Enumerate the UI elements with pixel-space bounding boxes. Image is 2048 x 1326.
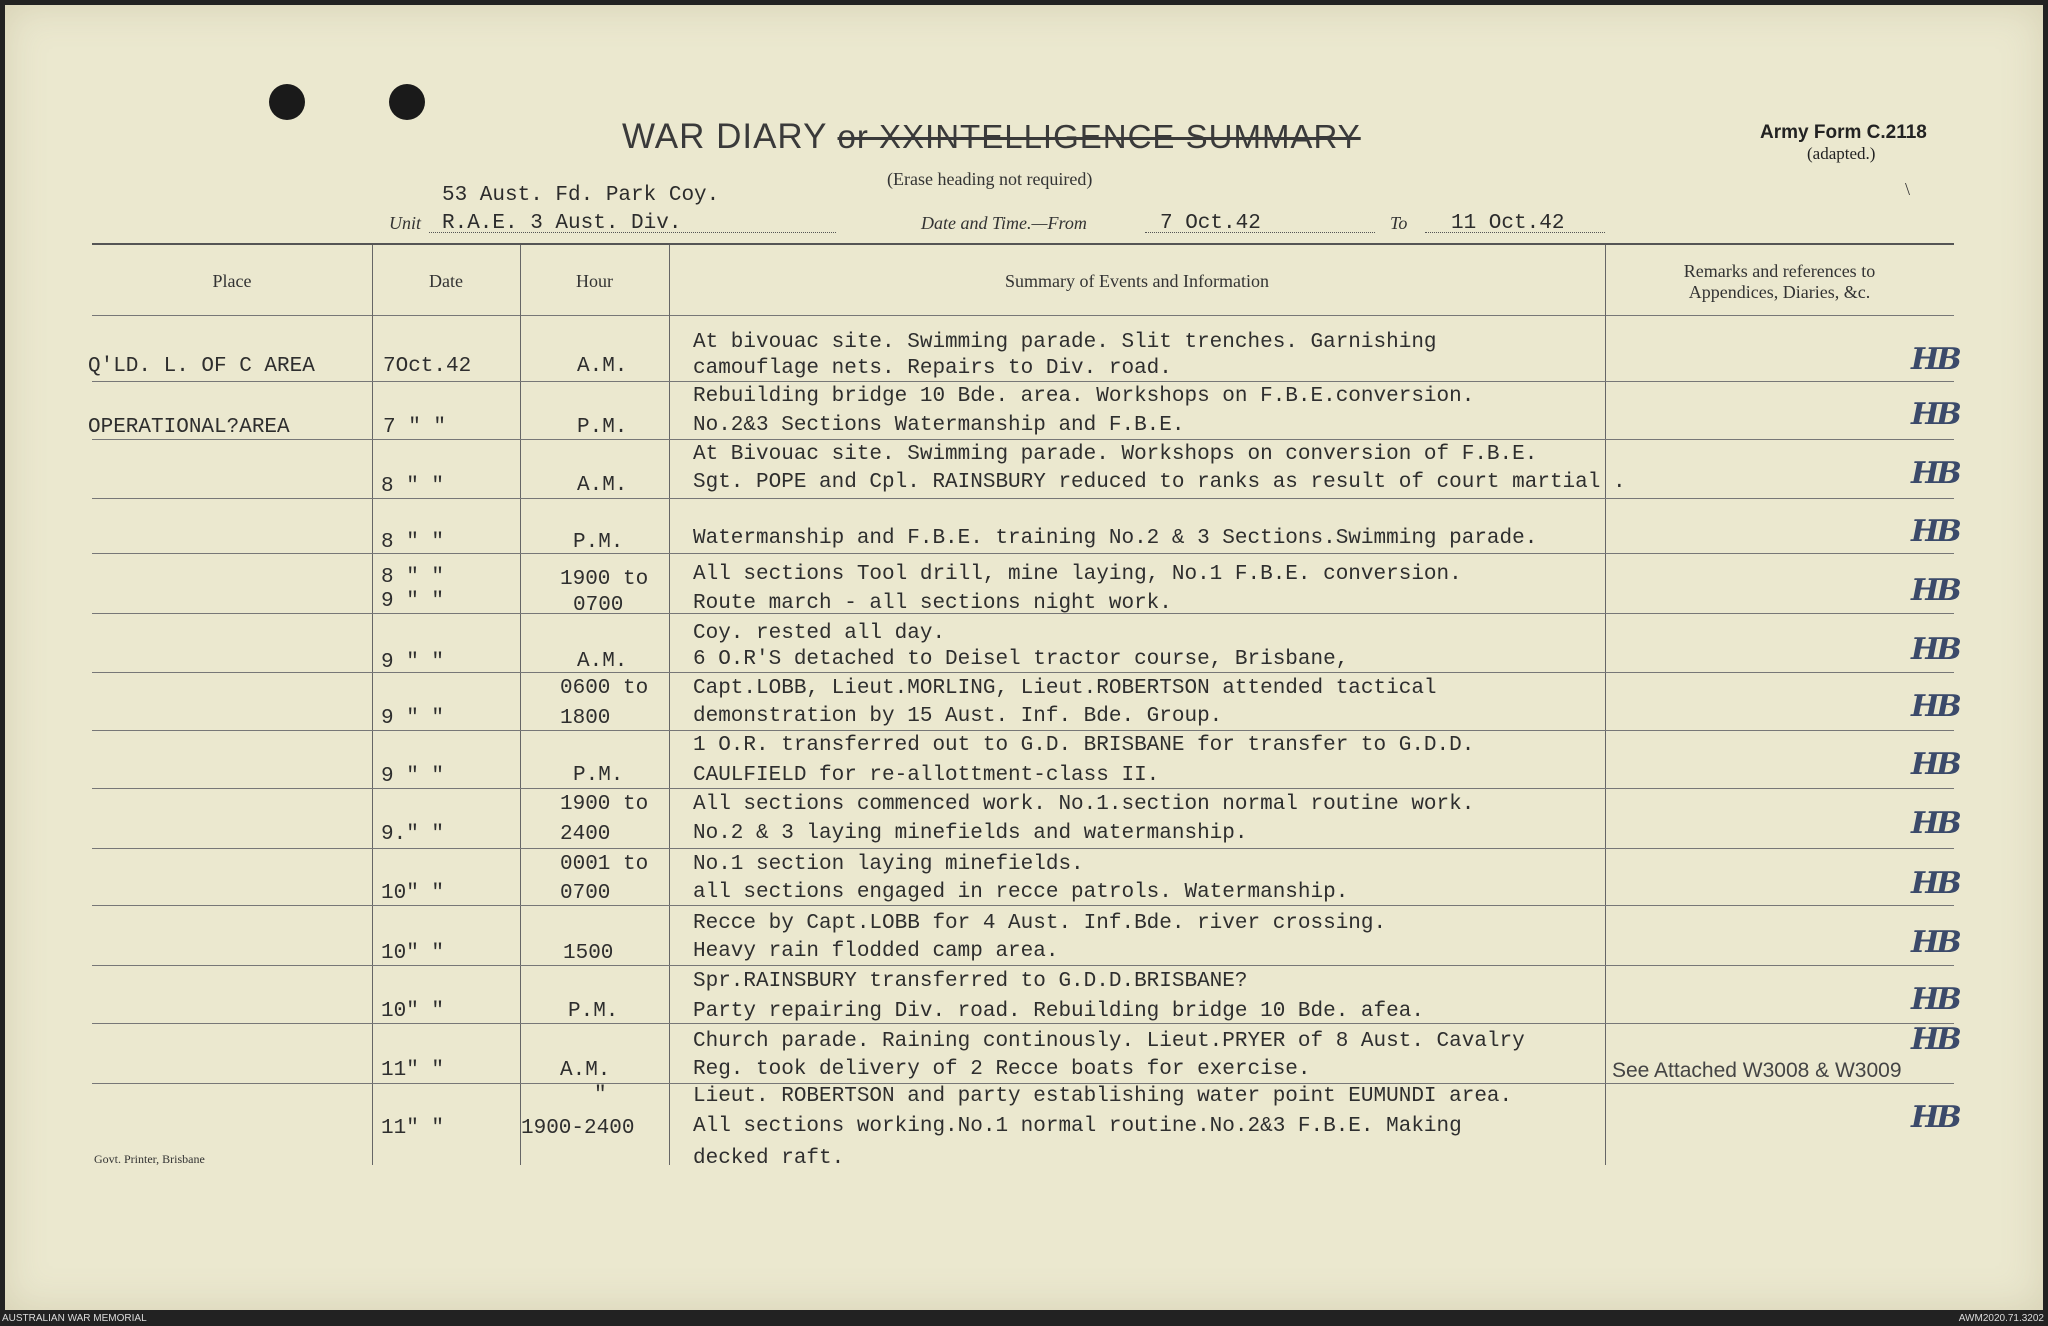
- unit-formation: R.A.E. 3 Aust. Div.: [442, 212, 682, 235]
- row-rule: [92, 788, 1954, 789]
- pencil-mark: \: [1905, 179, 1911, 199]
- archive-caption: AUSTRALIAN WAR MEMORIAL: [2, 1313, 147, 1324]
- row-date: 10" ": [381, 942, 445, 965]
- row-hour-end: 0700: [573, 594, 624, 617]
- row-summary-line1: Rebuilding bridge 10 Bde. area. Workshops on F.B.E.conversion.: [693, 385, 1475, 408]
- row-rule: [92, 553, 1954, 554]
- row-hour: P.M.: [577, 416, 628, 439]
- row-date: 8 " ": [381, 531, 445, 554]
- row-remarks: See Attached W3008 & W3009: [1612, 1059, 1902, 1082]
- row-date: 7 " ": [383, 416, 447, 439]
- row-summary-line2: No.2 & 3 laying minefields and watermanship.: [693, 822, 1248, 845]
- date-from-label: Date and Time.—From: [921, 213, 1087, 233]
- punch-hole: [389, 84, 425, 120]
- row-initials: HB: [1911, 982, 1959, 1017]
- row-date: 7Oct.42: [383, 355, 472, 378]
- unit-name: 53 Aust. Fd. Park Coy.: [442, 184, 720, 207]
- row-hour-start: 0001 to: [560, 853, 649, 876]
- row-date: 10" ": [381, 1000, 445, 1023]
- row-place: OPERATIONAL?AREA: [88, 416, 290, 439]
- row-summary-line2: CAULFIELD for re-allottment-class II.: [693, 764, 1160, 787]
- row-rule: [92, 965, 1954, 966]
- row-hour: P.M.: [573, 531, 624, 554]
- date-to-dotline: [1425, 232, 1605, 233]
- column-divider: [1605, 245, 1606, 1165]
- row-summary-line2: Route march - all sections night work.: [693, 592, 1172, 615]
- col-header-hour: Hour: [576, 271, 613, 291]
- unit-label: Unit: [389, 213, 422, 233]
- row-initials: HB: [1911, 689, 1959, 724]
- row-summary-line1: At bivouac site. Swimming parade. Slit trenches. Garnishing: [693, 331, 1437, 354]
- row-summary-line2: Party repairing Div. road. Rebuilding bridge 10 Bde. afea.: [693, 1000, 1424, 1023]
- row-rule: [92, 498, 1954, 499]
- row-summary-line2: all sections engaged in recce patrols. Watermanship.: [693, 881, 1349, 904]
- row-date: 10" ": [381, 882, 445, 905]
- row-hour-end: 2400: [560, 823, 611, 846]
- date-from: 7 Oct.42: [1160, 212, 1261, 235]
- row-rule: [92, 381, 1954, 382]
- row-hour-end: 0700: [560, 882, 611, 905]
- row-date: 9 " ": [381, 765, 445, 788]
- row-date: 9 " ": [381, 707, 445, 730]
- row-hour: 1900-2400: [521, 1117, 635, 1140]
- form-adapted: (adapted.): [1807, 144, 1876, 163]
- row-hour: A.M.: [577, 355, 628, 378]
- col-header-date: Date: [429, 271, 463, 291]
- row-initials: HB: [1911, 342, 1959, 377]
- row-summary-line1: Church parade. Raining continously. Lieut.PRYER of 8 Aust. Cavalry: [693, 1030, 1525, 1053]
- row-summary-line1: Capt.LOBB, Lieut.MORLING, Lieut.ROBERTSON attended tactical: [693, 677, 1437, 700]
- row-summary-line3: decked raft.: [693, 1147, 845, 1170]
- title-struck-heading: or XXINTELLIGENCE SUMMARY: [837, 118, 1361, 155]
- row-summary-line2: All sections working.No.1 normal routine.No.2&3 F.B.E. Making: [693, 1115, 1462, 1138]
- row-initials: HB: [1911, 1022, 1959, 1057]
- col-header-place: Place: [212, 271, 252, 291]
- row-initials: HB: [1911, 806, 1959, 841]
- row-rule: [92, 848, 1954, 849]
- row-rule: [92, 730, 1954, 731]
- row-rule: [92, 1083, 1954, 1084]
- row-summary-line1: All sections Tool drill, mine laying, No.1 F.B.E. conversion.: [693, 563, 1462, 586]
- row-hour: A.M.: [577, 650, 628, 673]
- row-hour-start: 1900 to: [560, 568, 649, 591]
- page-title: [622, 117, 1361, 157]
- row-summary-line2: Reg. took delivery of 2 Recce boats for exercise.: [693, 1058, 1311, 1081]
- row-summary-line1: Lieut. ROBERTSON and party establishing water point EUMUNDI area.: [693, 1085, 1513, 1108]
- row-hour: A.M.: [577, 474, 628, 497]
- erase-note: (Erase heading not required): [887, 169, 1093, 189]
- row-date: 9 " ": [381, 651, 445, 674]
- row-initials: HB: [1911, 573, 1959, 608]
- row-rule: [92, 1023, 1954, 1024]
- row-summary-line1: No.1 section laying minefields.: [693, 853, 1084, 876]
- row-summary-line2: Heavy rain flodded camp area.: [693, 940, 1059, 963]
- diary-sheet: [5, 5, 2043, 1310]
- title-war-diary: WAR DIARY: [622, 117, 827, 156]
- punch-hole: [269, 84, 305, 120]
- row-summary-line1: At Bivouac site. Swimming parade. Workshops on conversion of F.B.E.: [693, 443, 1538, 466]
- printer-note: Govt. Printer, Brisbane: [94, 1152, 205, 1166]
- row-summary-line1: Spr.RAINSBURY transferred to G.D.D.BRISBANE?: [693, 970, 1248, 993]
- row-date: 8 " ": [381, 475, 445, 498]
- row-initials: HB: [1911, 456, 1959, 491]
- row-summary-line2: Watermanship and F.B.E. training No.2 & 3 Sections.Swimming parade.: [693, 527, 1538, 550]
- row-summary-line2: 6 O.R'S detached to Deisel tractor course, Brisbane,: [693, 648, 1349, 671]
- row-initials: HB: [1911, 397, 1959, 432]
- col-header-remarks-line2: Appendices, Diaries, &c.: [1688, 282, 1871, 302]
- row-date: 11" ": [381, 1117, 445, 1140]
- row-rule: [92, 672, 1954, 673]
- col-header-remarks-line1: Remarks and references to: [1683, 261, 1876, 281]
- date-from-dotline: [1145, 232, 1375, 233]
- row-date: 8 " ": [381, 566, 445, 589]
- row-summary-line2: Sgt. POPE and Cpl. RAINSBURY reduced to ranks as result of court martial .: [693, 471, 1626, 494]
- row-initials: HB: [1911, 514, 1959, 549]
- row-initials: HB: [1911, 1100, 1959, 1135]
- row-summary-line2: demonstration by 15 Aust. Inf. Bde. Group.: [693, 705, 1223, 728]
- col-header-summary: Summary of Events and Information: [1005, 271, 1269, 291]
- date-to: 11 Oct.42: [1451, 212, 1565, 235]
- row-hour: 1500: [563, 942, 614, 965]
- row-summary-line2: No.2&3 Sections Watermanship and F.B.E.: [693, 414, 1185, 437]
- row-rule: [92, 905, 1954, 906]
- column-divider: [372, 245, 373, 1165]
- row-date: 11" ": [381, 1059, 445, 1082]
- row-place: Q'LD. L. OF C AREA: [88, 355, 315, 378]
- row-initials: HB: [1911, 632, 1959, 667]
- row-summary-line1: Recce by Capt.LOBB for 4 Aust. Inf.Bde. river crossing.: [693, 912, 1387, 935]
- row-hour-start: 1900 to: [560, 793, 649, 816]
- row-summary-line1: All sections commenced work. No.1.section normal routine work.: [693, 793, 1475, 816]
- row-hour: A.M.: [560, 1059, 611, 1082]
- form-number: Army Form C.2118: [1760, 122, 1927, 143]
- archive-id: AWM2020.71.3202: [1958, 1313, 2044, 1324]
- column-divider: [520, 245, 521, 1165]
- row-initials: HB: [1911, 925, 1959, 960]
- row-hour-end: 1800: [560, 707, 611, 730]
- unit-dotline: [429, 232, 836, 233]
- row-hour-ditto: ": [594, 1084, 607, 1107]
- row-hour-start: 0600 to: [560, 677, 649, 700]
- column-divider: [669, 245, 670, 1165]
- col-header-remarks: [1605, 261, 1954, 303]
- row-date-second: 9 " ": [381, 590, 445, 613]
- row-initials: HB: [1911, 866, 1959, 901]
- row-hour: P.M.: [573, 764, 624, 787]
- date-to-label: To: [1390, 213, 1408, 233]
- row-summary-line1: Coy. rested all day.: [693, 622, 946, 645]
- row-summary-line2: camouflage nets. Repairs to Div. road.: [693, 357, 1172, 380]
- row-date: 9." ": [381, 823, 445, 846]
- row-hour: P.M.: [568, 1000, 619, 1023]
- row-rule: [92, 439, 1954, 440]
- row-initials: HB: [1911, 747, 1959, 782]
- row-summary-line1: 1 O.R. transferred out to G.D. BRISBANE for transfer to G.D.D.: [693, 734, 1475, 757]
